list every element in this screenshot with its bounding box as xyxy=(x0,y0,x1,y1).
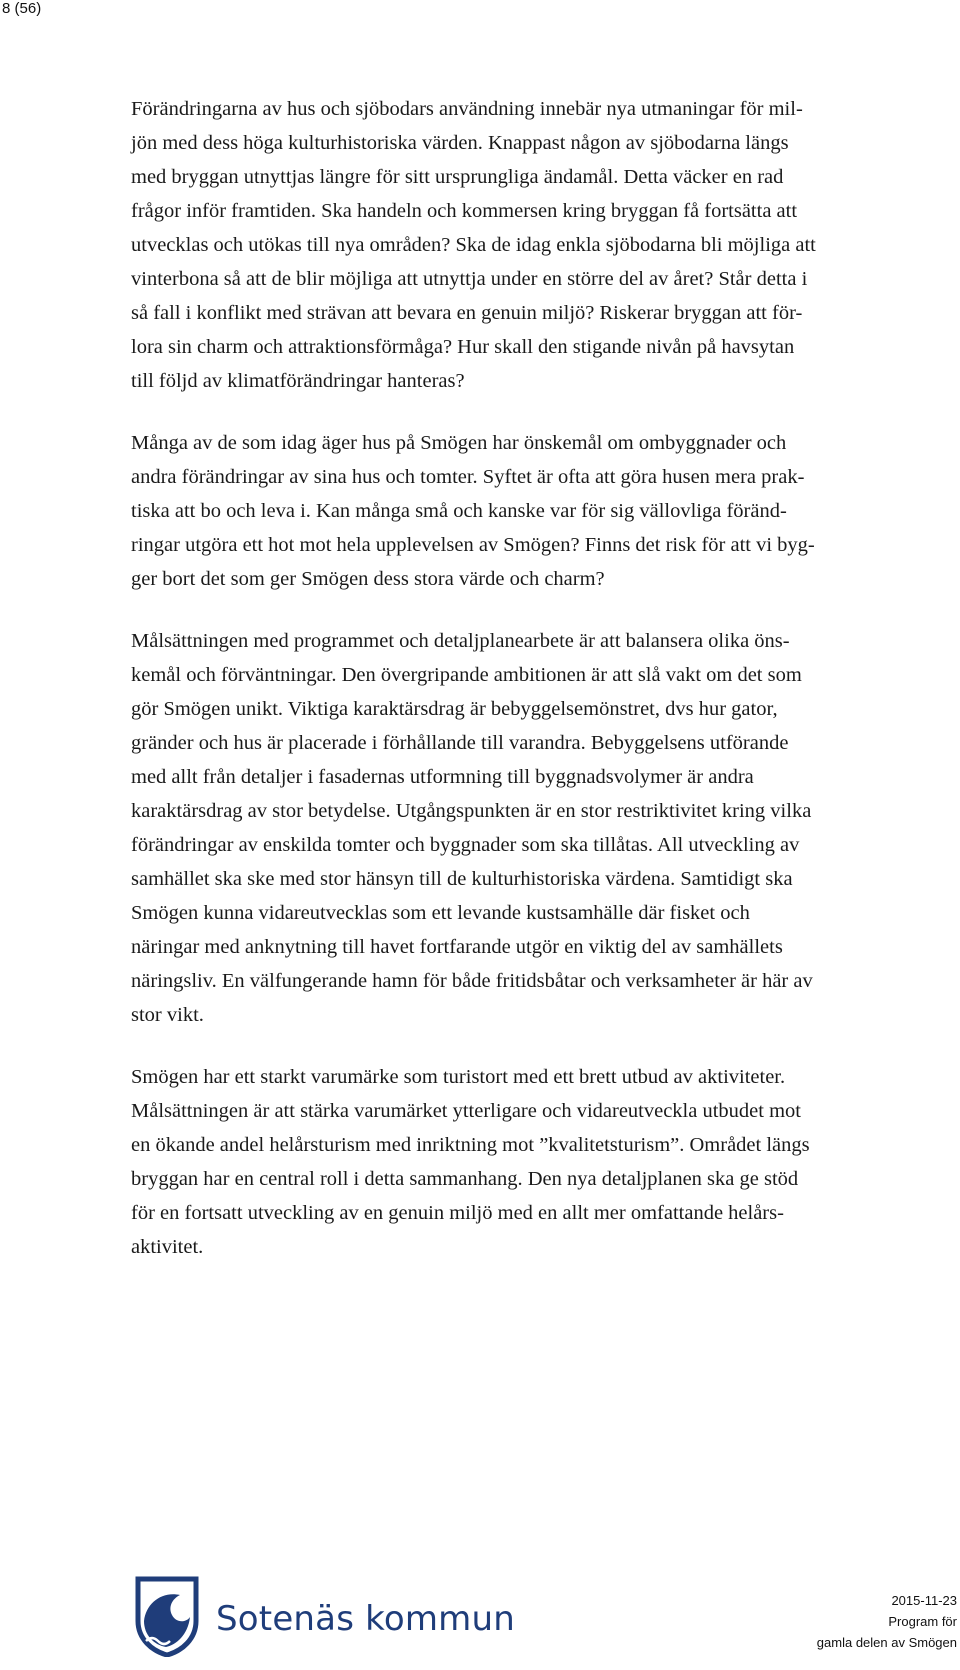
document-body xyxy=(131,92,960,1292)
paragraph xyxy=(131,92,960,398)
text-line: bryggan har en central roll i detta sammanhang. Den nya detaljplanen ska ge stöd xyxy=(131,1168,799,1190)
text-line: karaktärsdrag av stor betydelse. Utgångspunkten är en stor restriktivitet kring vilka xyxy=(131,800,812,822)
document-date: 2015-11-23 xyxy=(891,1593,957,1608)
text-line: Målsättningen är att stärka varumärket ytterligare och vidareutveckla utbudet mot xyxy=(131,1100,801,1122)
text-line: samhället ska ske med stor hänsyn till de kulturhistoriska värdena. Samtidigt ska xyxy=(131,868,793,890)
text-line: kemål och förväntningar. Den övergripande ambitionen är att slå vakt om det som xyxy=(131,664,802,686)
text-line: så fall i konflikt med strävan att bevara en genuin miljö? Riskerar bryggan att för- xyxy=(131,302,803,324)
text-line: med allt från detaljer i fasadernas utformning till byggnadsvolymer är andra xyxy=(131,766,754,788)
text-line: en ökande andel helårsturism med inriktning mot ”kvalitetsturism”. Området längs xyxy=(131,1134,810,1156)
text-line: stor vikt. xyxy=(131,1004,204,1026)
paragraph xyxy=(131,426,960,596)
logo-text: Sotenäs kommun xyxy=(216,1599,515,1639)
text-line: gör Smögen unikt. Viktiga karaktärsdrag är bebyggelsemönstret, dvs hur gator, xyxy=(131,698,778,720)
text-line: tiska att bo och leva i. Kan många små och kanske var för sig vällovliga föränd- xyxy=(131,500,787,522)
paragraph xyxy=(131,624,960,1032)
shield-icon xyxy=(132,1575,202,1657)
document-title-line-1: Program för xyxy=(888,1614,957,1629)
text-line: utvecklas och utökas till nya områden? Ska de idag enkla sjöbodarna bli möjliga att xyxy=(131,234,816,256)
text-line: andra förändringar av sina hus och tomter. Syftet är ofta att göra husen mera prak- xyxy=(131,466,805,488)
text-line: ringar utgöra ett hot mot hela upplevelsen av Smögen? Finns det risk för att vi byg- xyxy=(131,534,815,556)
text-line: gränder och hus är placerade i förhållande till varandra. Bebyggelsens utförande xyxy=(131,732,789,754)
footer-meta xyxy=(817,1590,957,1653)
document-title-line-2: gamla delen av Smögen xyxy=(816,1635,957,1650)
text-line: med bryggan utnyttjas längre för sitt ursprungliga ändamål. Detta väcker en rad xyxy=(131,166,784,188)
paragraph xyxy=(131,1060,960,1264)
text-line: jön med dess höga kulturhistoriska värden. Knappast någon av sjöbodarna längs xyxy=(131,132,789,154)
text-line: näringar med anknytning till havet fortfarande utgör en viktig del av samhällets xyxy=(131,936,783,958)
text-line: Förändringarna av hus och sjöbodars användning innebär nya utmaningar för mil- xyxy=(131,98,803,120)
municipality-logo xyxy=(132,1584,532,1654)
text-line: Smögen har ett starkt varumärke som turistort med ett brett utbud av aktiviteter. xyxy=(131,1066,786,1088)
text-line: vinterbona så att de blir möjliga att utnyttja under en större del av året? Står detta i xyxy=(131,268,808,290)
text-line: ger bort det som ger Smögen dess stora värde och charm? xyxy=(131,568,605,590)
text-line: näringsliv. En välfungerande hamn för både fritidsbåtar och verksamheter är här av xyxy=(131,970,813,992)
text-line: lora sin charm och attraktionsförmåga? Hur skall den stigande nivån på havsytan xyxy=(131,336,795,358)
text-line: frågor inför framtiden. Ska handeln och kommersen kring bryggan få fortsätta att xyxy=(131,200,798,222)
text-line: aktivitet. xyxy=(131,1236,204,1258)
text-line: till följd av klimatförändringar hanteras? xyxy=(131,370,465,392)
text-line: Många av de som idag äger hus på Smögen har önskemål om ombyggnader och xyxy=(131,432,787,454)
text-line: förändringar av enskilda tomter och byggnader som ska tillåtas. All utveckling av xyxy=(131,834,800,856)
text-line: för en fortsatt utveckling av en genuin miljö med en allt mer omfattande helårs- xyxy=(131,1202,784,1224)
page-number: 8 (56) xyxy=(2,0,42,17)
text-line: Målsättningen med programmet och detaljplanearbete är att balansera olika öns- xyxy=(131,630,790,652)
text-line: Smögen kunna vidareutvecklas som ett levande kustsamhälle där fisket och xyxy=(131,902,750,924)
